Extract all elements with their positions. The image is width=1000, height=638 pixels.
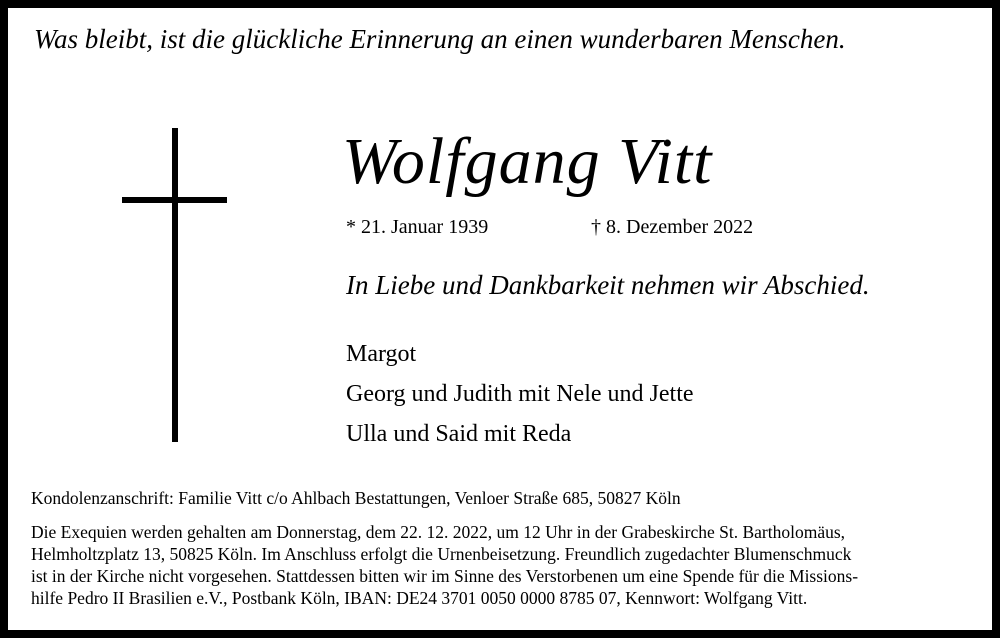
- obituary-card: [8, 8, 992, 630]
- mourner-item: Ulla und Said mit Reda: [346, 421, 572, 447]
- exequies-notice: [31, 521, 858, 609]
- mourner-item: Georg und Judith mit Nele und Jette: [346, 381, 694, 407]
- exequies-line: hilfe Pedro II Brasilien e.V., Postbank Köln, IBAN: DE24 3701 0050 0000 8785 07, Kennwort: Wolfgang Vitt.: [31, 588, 808, 608]
- deceased-name: Wolfgang Vitt: [342, 125, 713, 198]
- motto: Was bleibt, ist die glückliche Erinnerung an einen wunderbaren Menschen.: [34, 24, 846, 54]
- farewell-text: In Liebe und Dankbarkeit nehmen wir Abschied.: [346, 270, 870, 300]
- birth-date: * 21. Januar 1939: [346, 216, 489, 238]
- mourners-list: [346, 334, 694, 454]
- cross-horizontal-bar: [122, 197, 227, 203]
- exequies-line: Die Exequien werden gehalten am Donnerstag, dem 22. 12. 2022, um 12 Uhr in der Grabeskirche St. Bartholomäus,: [31, 522, 846, 542]
- exequies-line: ist in der Kirche nicht vorgesehen. Stattdessen bitten wir im Sinne des Verstorbenen um eine Spende für die Missions-: [31, 566, 859, 586]
- condolence-address: Kondolenzanschrift: Familie Vitt c/o Ahlbach Bestattungen, Venloer Straße 685, 50827 Köln: [31, 488, 681, 508]
- mourner-item: Margot: [346, 341, 417, 367]
- exequies-line: Helmholtzplatz 13, 50825 Köln. Im Anschluss erfolgt die Urnenbeisetzung. Freundlich zugedachter Blumenschmuck: [31, 544, 852, 564]
- cross-icon: [122, 128, 227, 442]
- cross-vertical-bar: [172, 128, 178, 442]
- death-date: † 8. Dezember 2022: [591, 216, 754, 238]
